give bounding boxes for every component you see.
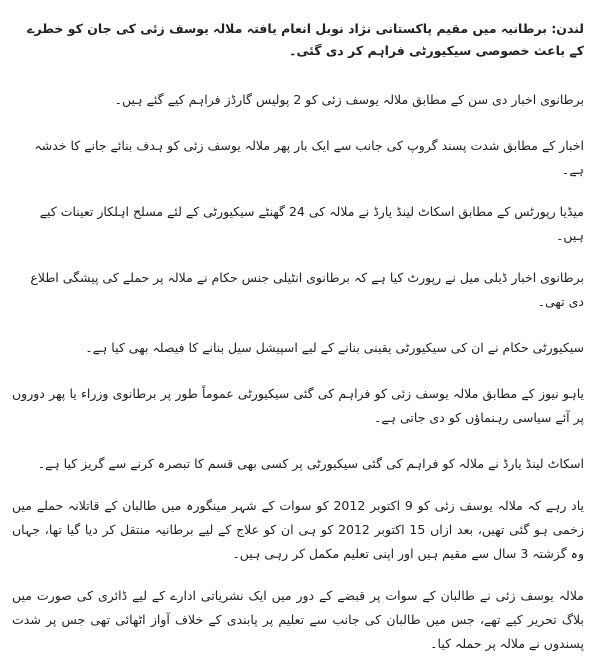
paragraph-armed-officers: میڈیا رپورٹس کے مطابق اسکاٹ لینڈ یارڈ نے ملالہ کی 24 گھنٹے سیکیورٹی کے لئے مسلح اہلکار تعینات کیے ہیں۔ (39, 204, 584, 243)
paragraph-background: یاد رہے کہ ملالہ یوسف زئی کو 9 اکتوبر 2012 کو سوات کے شہر مینگورہ میں طالبان کے قاتلانہ حملے میں زخمی ہو گئی تھیں، بعد ازاں 15 اکتوبر 2012 کو ہی ان کو علاج کے لیے برطانیہ منتقل کر دیا گیا تھا، جہاں وہ گزشتہ 3 سال سے مقیم ہیں اور اپنی تعلیم مکمل کر رہی ہیں۔ (12, 498, 585, 561)
paragraph-special-cell: سیکیورٹی حکام نے ان کی سیکیورٹی یقینی بنانے کے لیے اسپیشل سیل بنانے کا فیصلہ بھی کیا ہے۔ (85, 340, 584, 355)
paragraph-yahoo-news: یاہو نیوز کے مطابق ملالہ یوسف زئی کو فراہم کی گئی سیکیورٹی عموماً طور پر برطانوی وزراء یا پھر دوروں پر آئے سیاسی رہنماؤں کو دی جاتی ہے۔ (12, 386, 584, 425)
paragraph-police-guards: برطانوی اخبار دی سن کے مطابق ملالہ یوسف زئی کو 2 پولیس گارڈز فراہم کیے گئے ہیں۔ (114, 92, 584, 107)
paragraph-threat: اخبار کے مطابق شدت پسند گروپ کی جانب سے ایک بار پھر ملالہ یوسف زئی کو ہدف بنائے جانے کا خدشہ ہے۔ (34, 138, 584, 177)
paragraph-diary: ملالہ یوسف زئی نے طالبان کے سوات پر قبضے کے دور میں ایک نشریاتی ادارے کے لیے ڈائری کی صورت میں بلاگ تحریر کیے تھے، جس میں طالبان کی جانب سے تعلیم پر پابندی کے خلاف آواز اٹھائی تھی جس پر شدت پسندوں نے ملالہ پر حملہ کیا۔ (12, 588, 584, 651)
article-lead: لندن: برطانیہ میں مقیم پاکستانی نژاد نوبل انعام یافتہ ملالہ یوسف زئی کی جان کو خطرے کے باعث خصوصی سیکیورٹی فراہم کر دی گئی۔ (27, 21, 584, 58)
paragraph-intelligence-warning: برطانوی اخبار ڈیلی میل نے رپورٹ کیا ہے کہ برطانوی انٹیلی جنس حکام نے ملالہ پر حملے کی پیشگی اطلاع دی تھی۔ (30, 270, 584, 309)
paragraph-scotland-yard: اسکاٹ لینڈ یارڈ نے ملالہ کو فراہم کی گئی سیکیورٹی پر کسی بھی قسم کا تبصرہ کرنے سے گریز کیا ہے۔ (37, 456, 584, 471)
